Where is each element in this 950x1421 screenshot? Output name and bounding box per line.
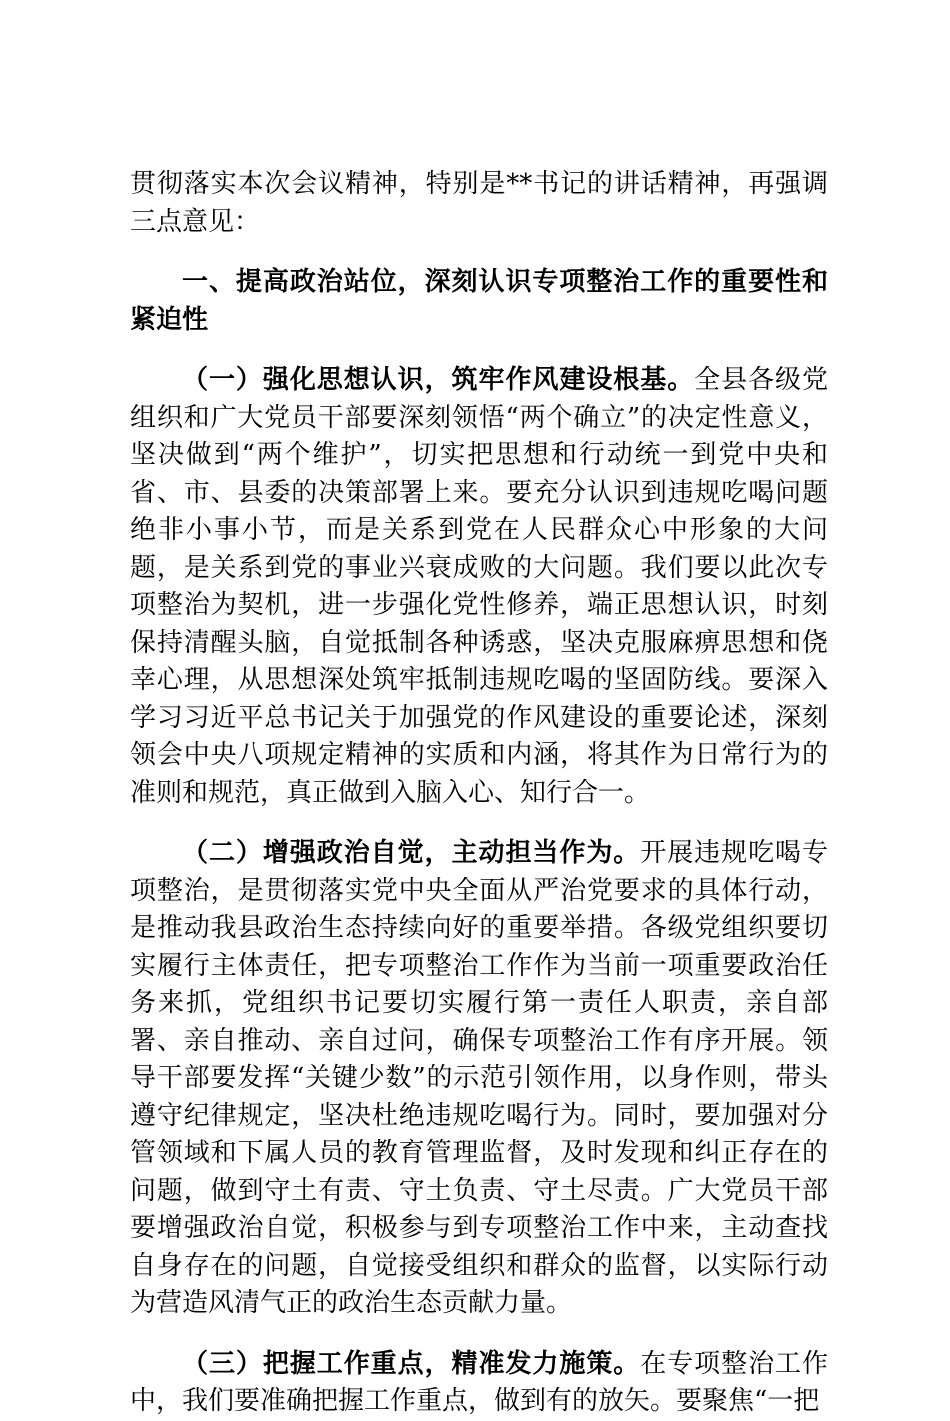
paragraph-body: 全县各级党组织和广大党员干部要深刻领悟“两个确立”的决定性意义，坚决做到“两个维护”，切实把思想和行动统一到党中央和省、市、县委的决策部署上来。要充分认识到违规吃喝问题绝非小事小节，而是关系到党在人民群众心中形象的大问题，是关系到党的事业兴衰成败的大问题。我们要以此次专项整治为契机，进一步强化党性修养，端正思想认识，时刻保持清醒头脑，自觉抵制各种诱惑，坚决克服麻痹思想和侥幸心理，从思想深处筑牢抵制违规吃喝的坚固防线。要深入学习习近平总书记关于加强党的作风建设的重要论述，深刻领会中央八项规定精神的实质和内涵，将其作为日常行为的准则和规范，真正做到入脑入心、知行合一。 (130, 365, 828, 808)
paragraph-item-2 (130, 835, 828, 1323)
paragraph-lead: （一）强化思想认识，筑牢作风建设根基。 (182, 365, 695, 395)
paragraph-body: 在专项整治工作中，我们要准确把握工作重点，做到有的放矢。要聚焦“一把 (130, 1348, 828, 1416)
document-page (130, 166, 828, 1421)
section-heading: 一、提高政治站位，深刻认识专项整治工作的重要性和紧迫性 (130, 267, 828, 335)
paragraph-lead: （三）把握工作重点，精准发力施策。 (182, 1348, 641, 1379)
paragraph-item-1 (130, 362, 828, 812)
intro-paragraph: 贯彻落实本次会议精神，特别是**书记的讲话精神，再强调三点意见： (130, 169, 828, 237)
paragraph-body: 开展违规吃喝专项整治，是贯彻落实党中央全面从严治党要求的具体行动，是推动我县政治生态持续向好的重要举措。各级党组织要切实履行主体责任，把专项整治工作作为当前一项重要政治任务来抓，党组织书记要切实履行第一责任人职责，亲自部署、亲自推动、亲自过问，确保专项整治工作有序开展。领导干部要发挥“关键少数”的示范引领作用，以身作则，带头遵守纪律规定，坚决杜绝违规吃喝行为。同时，要加强对分管领域和下属人员的教育管理监督，及时发现和纠正存在的问题，做到守土有责、守土负责、守土尽责。广大党员干部要增强政治自觉，积极参与到专项整治工作中来，主动查找自身存在的问题，自觉接受组织和群众的监督，以实际行动为营造风清气正的政治生态贡献力量。 (130, 838, 828, 1318)
paragraph-item-3 (130, 1346, 828, 1421)
paragraph-lead: （二）增强政治自觉，主动担当作为。 (182, 838, 641, 868)
